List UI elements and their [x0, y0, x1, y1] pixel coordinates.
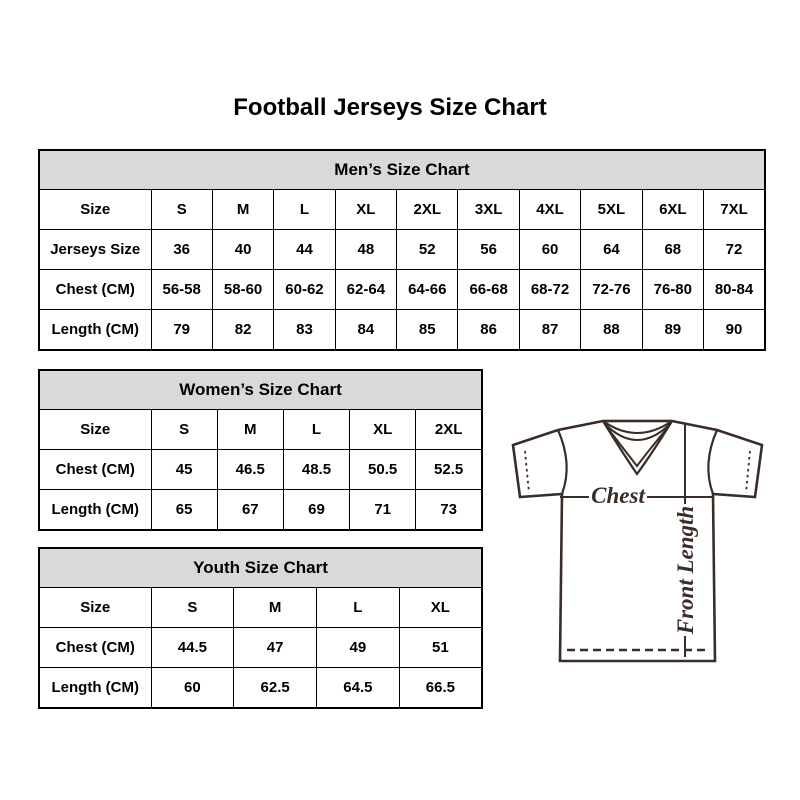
size-cell: 73: [416, 490, 482, 531]
size-cell: 60: [151, 668, 234, 709]
size-cell: 7XL: [704, 190, 765, 230]
table-row: [39, 410, 482, 450]
page-title: Football Jerseys Size Chart: [233, 94, 547, 121]
row-label: Jerseys Size: [39, 230, 151, 270]
chest-measure-label: Chest: [591, 483, 645, 508]
size-cell: 40: [212, 230, 273, 270]
size-cell: 2XL: [397, 190, 458, 230]
size-cell: S: [151, 410, 217, 450]
table-row: [39, 230, 765, 270]
size-cell: 67: [217, 490, 283, 531]
size-cell: 46.5: [217, 450, 283, 490]
size-cell: 65: [151, 490, 217, 531]
size-cell: L: [274, 190, 335, 230]
size-cell: 36: [151, 230, 212, 270]
row-label: Length (CM): [39, 310, 151, 351]
size-cell: 58-60: [212, 270, 273, 310]
size-cell: 66.5: [399, 668, 482, 709]
jersey-diagram-icon: [505, 412, 777, 668]
size-cell: 62-64: [335, 270, 396, 310]
size-cell: 56-58: [151, 270, 212, 310]
size-cell: 72: [704, 230, 765, 270]
size-cell: S: [151, 588, 234, 628]
table-header-row: [39, 150, 765, 190]
size-cell: 64.5: [317, 668, 400, 709]
table-header-row: [39, 370, 482, 410]
size-cell: 6XL: [642, 190, 703, 230]
size-cell: 90: [704, 310, 765, 351]
size-cell: 50.5: [350, 450, 416, 490]
table-title: Youth Size Chart: [39, 548, 482, 588]
size-cell: 68-72: [519, 270, 580, 310]
size-cell: 2XL: [416, 410, 482, 450]
size-cell: 87: [519, 310, 580, 351]
size-cell: 45: [151, 450, 217, 490]
size-cell: 82: [212, 310, 273, 351]
size-cell: XL: [350, 410, 416, 450]
size-cell: 48.5: [283, 450, 349, 490]
size-cell: 64-66: [397, 270, 458, 310]
womens-size-table: [38, 369, 483, 531]
size-cell: 51: [399, 628, 482, 668]
size-cell: 84: [335, 310, 396, 351]
size-cell: 48: [335, 230, 396, 270]
size-cell: 86: [458, 310, 519, 351]
row-label: Chest (CM): [39, 450, 151, 490]
table-row: [39, 628, 482, 668]
youth-size-table: [38, 547, 483, 709]
size-cell: 60: [519, 230, 580, 270]
size-cell: 88: [581, 310, 642, 351]
row-label: Length (CM): [39, 668, 151, 709]
table-row: [39, 490, 482, 531]
size-cell: XL: [399, 588, 482, 628]
table-title: Women’s Size Chart: [39, 370, 482, 410]
row-label: Size: [39, 190, 151, 230]
size-cell: 3XL: [458, 190, 519, 230]
size-cell: 66-68: [458, 270, 519, 310]
size-cell: M: [234, 588, 317, 628]
row-label: Chest (CM): [39, 270, 151, 310]
front-length-measure-label: Front Length: [673, 505, 698, 635]
size-cell: 83: [274, 310, 335, 351]
table-row: [39, 270, 765, 310]
table-row: [39, 450, 482, 490]
size-cell: 85: [397, 310, 458, 351]
table-title: Men’s Size Chart: [39, 150, 765, 190]
table-row: [39, 310, 765, 351]
row-label: Length (CM): [39, 490, 151, 531]
size-cell: 49: [317, 628, 400, 668]
size-cell: 4XL: [519, 190, 580, 230]
size-cell: 76-80: [642, 270, 703, 310]
size-cell: 80-84: [704, 270, 765, 310]
size-cell: XL: [335, 190, 396, 230]
size-cell: S: [151, 190, 212, 230]
size-cell: L: [283, 410, 349, 450]
size-cell: 44.5: [151, 628, 234, 668]
size-cell: 52.5: [416, 450, 482, 490]
size-cell: 64: [581, 230, 642, 270]
size-cell: 44: [274, 230, 335, 270]
size-cell: 68: [642, 230, 703, 270]
size-cell: 52: [397, 230, 458, 270]
size-cell: 62.5: [234, 668, 317, 709]
size-cell: 79: [151, 310, 212, 351]
mens-size-table: [38, 149, 766, 351]
size-cell: M: [212, 190, 273, 230]
table-row: [39, 190, 765, 230]
size-cell: 71: [350, 490, 416, 531]
table-header-row: [39, 548, 482, 588]
jersey-outline: [513, 421, 762, 661]
size-cell: 5XL: [581, 190, 642, 230]
row-label: Size: [39, 410, 151, 450]
size-cell: M: [217, 410, 283, 450]
size-cell: 69: [283, 490, 349, 531]
row-label: Chest (CM): [39, 628, 151, 668]
size-cell: L: [317, 588, 400, 628]
table-row: [39, 668, 482, 709]
table-row: [39, 588, 482, 628]
size-cell: 56: [458, 230, 519, 270]
size-cell: 60-62: [274, 270, 335, 310]
size-cell: 72-76: [581, 270, 642, 310]
size-cell: 89: [642, 310, 703, 351]
size-cell: 47: [234, 628, 317, 668]
row-label: Size: [39, 588, 151, 628]
